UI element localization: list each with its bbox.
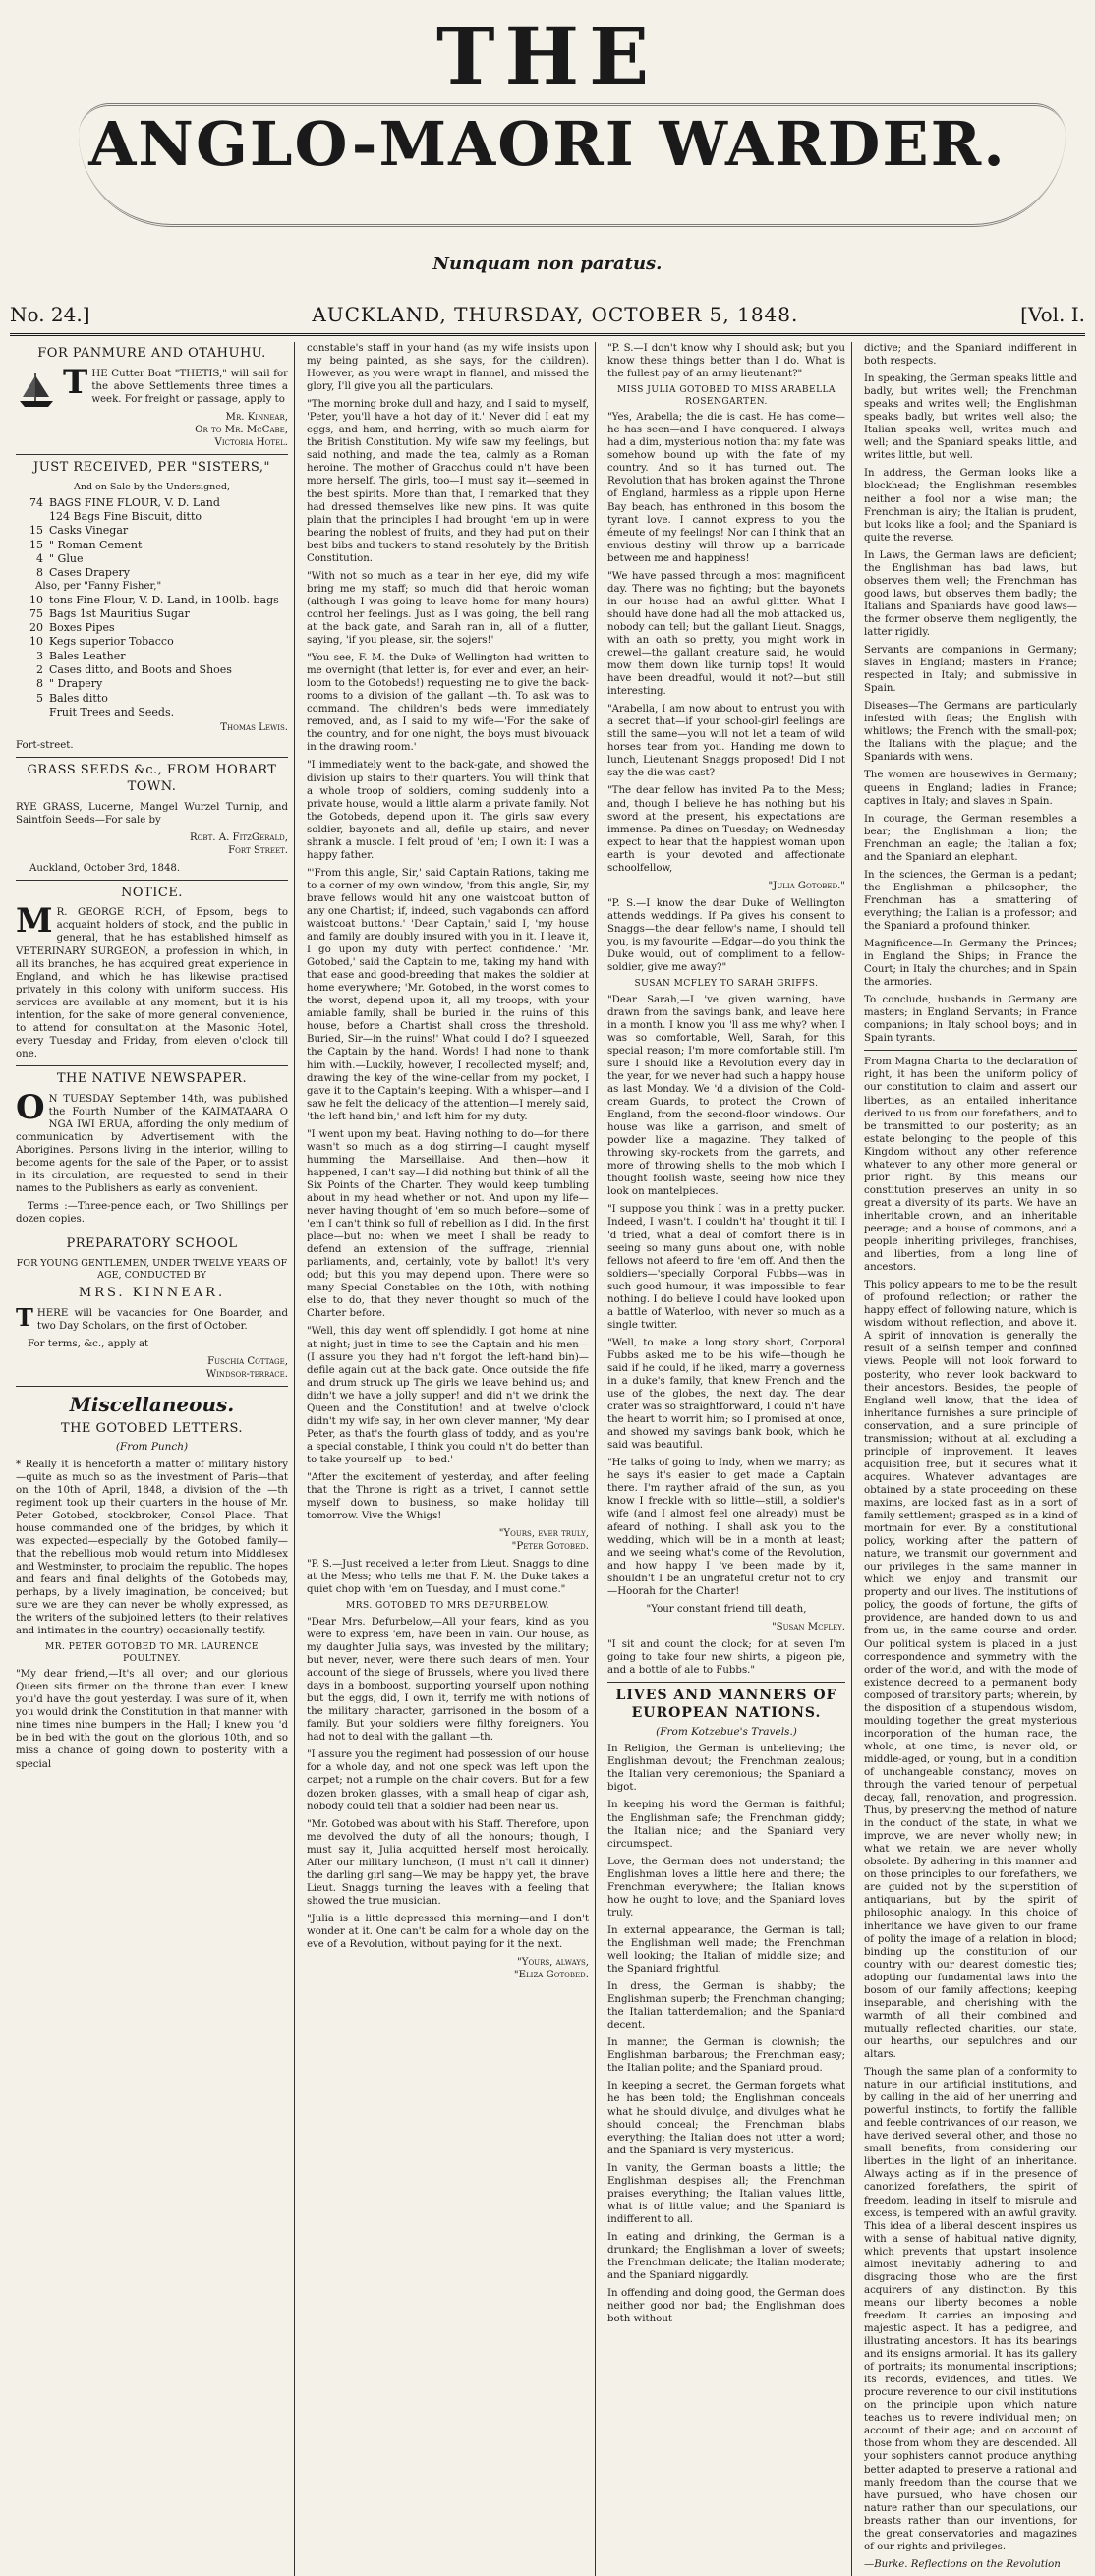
notice-body: M R. GEORGE RICH, of Epsom, begs to acquaint holders of stock, and the public in general, that he has established himself as VETERINARY SURGEON, a profession in which, in all its branches, he has acquired great experience in England, and which he has likewise practised privately in this colony with uniform success. His services are available at any moment; but it is his intention, for the sake of more general convenience, to attend for consultation at the Masonic Hotel, every Tuesday and Friday, from eleven o'clock till one.: [16, 901, 288, 1059]
letter-signoff: "Yours, always, "Eliza Gotobed.: [513, 1957, 589, 1981]
native-dropcap: O: [16, 1087, 45, 1127]
item-text: Bags 1st Mauritius Sugar: [49, 606, 190, 620]
item-quantity: 15: [29, 538, 43, 551]
list-item: [16, 552, 288, 566]
native-terms: Terms :—Three-pence each, or Two Shillings per dozen copies.: [16, 1200, 288, 1225]
paragraph: Though the same plan of a conformity to nature in our artificial institutions, and by calling in the aid of her unerring and powerful instincts, to fortify the fallible and feeble contrivances of our reason, we have derived several other, and those no small benefits, from considering our liberties in the light of an inheritance. Always acting as if in the presence of canonized forefathers, the spirit of freedom, leading in itself to misrule and excess, is tempered with an awful gravity. This idea of a liberal descent inspires us with a sense of habitual native dignity, which prevents that upstart insolence almost inevitably adhering to and disgracing those who are the first acquirers of any distinction. By this means our liberty becomes a noble freedom. It carries an imposing and majestic aspect. It has a pedigree, and illustrating ancestors. It has its bearings and its ensigns armorial. It has its gallery of portraits; its monumental inscriptions; its records, evidences, and titles. We procure reverence to our civil institutions on the principle upon which nature teaches us to revere individual men; on account of their age; and on account of those from whom they are descended. All your sophisters cannot produce anything better adapted to preserve a rational and manly freedom than the course that we have pursued, who have chosen our nature rather than our speculations, our breasts rather than our inventions, for the great conservatories and magazines of our rights and privileges.: [864, 2067, 1077, 2552]
paragraph: Diseases—The Germans are particularly infested with fleas; the English with whitlows; the French with the small-pox; the Italians with the plague; and the Spaniards with wens.: [864, 701, 1077, 764]
school-sub: FOR YOUNG GENTLEMEN, UNDER TWELVE YEARS OF AGE, CONDUCTED BY: [16, 1257, 288, 1281]
item-quantity: 2: [36, 663, 43, 676]
paragraph: "The dear fellow has invited Pa to the Mess; and, though I believe he has nothing but his sword at the present, his expectations are immense. Pa dines on Tuesday; on Wednesday expect to hear that the happiest woman upon earth is your devoted and affectionate schoolfellow,: [607, 785, 845, 874]
list-item: [16, 607, 288, 621]
gotobed-intro: * Really it is henceforth a matter of military history —quite as much so as the investment of Paris—that on the 10th of April, 1848, a division of the —th regiment took up their quarters in the house of Mr. Peter Gotobed, stockbroker, Consol Place. That house commanded one of the bridges, by which it was expected—especially by the Gotobed family—that the rebellious mob would return into Middlesex and Westminster, to proclaim the republic. The hopes and fears and final delights of the Gotobeds may, perhaps, by a lively imagination, be conceived; but sure we are they can never be wholly expressed, as the writers of the subjoined letters (to their relatives and intimates in the country) occasionally testify.: [16, 1459, 288, 1637]
letter-heading: MRS. GOTOBED TO MRS DEFURBELOW.: [346, 1601, 549, 1612]
letter-heading: MISS JULIA GOTOBED TO MISS ARABELLA ROSENGARTEN.: [616, 385, 836, 407]
panmure-dropcap: T: [63, 362, 88, 402]
paragraph: In the sciences, the German is a pedant; the Englishman a philosopher; the Frenchman has a smattering of everything; the Italian is a professor; and the Spaniard a profound thinker.: [864, 869, 1077, 932]
paragraph: In keeping his word the German is faithful; the Englishman safe; the Frenchman giddy; the Italian nice; and the Spaniard very circumspect.: [607, 1800, 845, 1850]
sisters-place: Fort-street.: [16, 740, 74, 752]
column-2: [301, 342, 596, 2576]
gotobed-source: (From Punch): [115, 1441, 189, 1454]
list-item: [16, 663, 288, 677]
school-name: MRS. KINNEAR.: [78, 1285, 226, 1300]
list-item: [16, 706, 288, 719]
notice-dropcap: M: [16, 901, 53, 942]
list-item: [16, 594, 288, 607]
divider: [16, 1065, 288, 1066]
item-quantity: 15: [29, 524, 43, 538]
paragraph: "'From this angle, Sir,' said Captain Rations, taking me to a corner of my own window, 'from this angle, Sir, my brave fellows would hit any one waistcoat button of any one Chartist; if, indeed, such vagabonds can afford waistcoat buttons.' 'Dear Captain,' said I, 'my house and family are doubly insured with you in it. I leave it, I go upon my duty with perfect confidence.' 'Mr. Gotobed,' said the Captain to me, taking my hand with that ease and good-breeding that makes the soldier at home everywhere; 'Mr. Gotobed, in the worst comes to the worst, depend upon it, all my troops, with your amiable family, shall be buried in the ruins of this house, before a Chartist shall cross the threshold. Buried, Sir—in the ruins!' What could I do? I squeezed the Captain by the hand. Words! I had none to thank him with.—Luckily, however, I recollected myself; and, drawing the key of the wine-cellar from my pocket, I gave it to the Captain's keeping. With a whisper—and I saw he felt the delicacy of the attention—I merely said, 'the left hand bin,' and left him for my duty.: [307, 867, 589, 1122]
item-text: " Drapery: [49, 677, 103, 691]
paragraph: In courage, the German resembles a bear; the Englishman a lion; the Frenchman an eagle; the Italian a fox; and the Spaniard an elephant.: [864, 813, 1077, 863]
column-4: [858, 342, 1083, 2576]
item-quantity: 8: [36, 677, 43, 691]
postscript: "P. S.—I don't know why I should ask; but you know these things better than I do. What is the fullest pay of an army lieutenant?": [607, 343, 845, 380]
item-text: 124 Bags Fine Biscuit, ditto: [49, 509, 202, 523]
school-dropcap: T: [16, 1302, 33, 1332]
paragraph: "I went upon my beat. Having nothing to do—for there wasn't so much as a dog stirring—I caught myself humming the Marseillaise. And then—how it happened, I can't say—I did nothing but think of all the Six Points of the Charter. They would keep tumbling about in my head whether or not. And upon my life—never having thought of 'em so much before—some of 'em I can't think so full of rebellion as I did. In the first place—but no: when we meet I shall be ready to defend an extension of the suffrage, triennial parliaments, and, certainly, vote by ballot! It's very odd; but this you may depend upon. There were so many Special Constables on the 10th, with nothing else to do, that they never thought so much of the Charter before.: [307, 1128, 589, 1320]
paragraph: In speaking, the German speaks little and badly, but writes well; the Frenchman speaks and writes well; the Englishman speaks badly, but writes well also; the Italian speaks well, writes much and well; and the Spaniard speaks little, and writes little, but well.: [864, 373, 1077, 462]
letter-body: "My dear friend,—It's all over; and our glorious Queen sits firmer on the throne than ever. I knew you'd have the gout yesterday. I was sure of it, when you would drink the Constitution in that manner with nine times nine bumpers in the Hall; I knew you 'd be in bed with the gout on the glorious 10th, and so miss a chance of going down to posterity with a special: [16, 1669, 288, 1770]
item-quantity: 74: [29, 495, 43, 509]
paragraph: In vanity, the German boasts a little; the Englishman despises all; the Frenchman praises everything; the Italian values little, what is of little value; and the Spaniard is indifferent to all.: [607, 2162, 845, 2225]
newspaper-page: [10, 10, 1085, 2570]
paragraph: "I immediately went to the back-gate, and showed the division up stairs to their quarters. You will think that a whole troop of soldiers, coming suddenly into a private house, would a little alarm a private family. Not the Gotobeds, depend upon it. The girls saw every soldier, bayonets and all, defile up stairs, and never shrank a muscle. I felt proud of 'em; I own it: I was a happy father.: [307, 760, 589, 861]
divider: [864, 1050, 1077, 1051]
volume-number: [Vol. I.: [1020, 303, 1085, 326]
issue-number: No. 24.]: [10, 303, 90, 326]
native-body: O N TUESDAY September 14th, was published the Fourth Number of the KAIMATAARA O NGA IWI ERUA, affording the only medium of communication by Advertisement with the Aborigines. Persons living in the interior, willing to become agents for the sale of the Paper, or to assist in its circulation, are requested to send in their names to the Publishers as early as convenient.: [16, 1087, 288, 1194]
ship-icon: [16, 368, 57, 411]
paragraph: "We have passed through a most magnificent day. There was no fighting; but the bayonets in our house had an awful glitter. What I should have done had all the mob attacked us, nobody can tell; but the gallant Lieut. Snaggs, with an oath so pretty, you might work in crewel—the gallant creature said, he would mow them down like turnip tops! It would have been dreadful, would it not?—but still interesting.: [607, 570, 845, 698]
paragraph: In dress, the German is shabby; the Englishman superb; the Frenchman changing; the Italian tatterdemalion; and the Spaniard decent.: [607, 1981, 845, 2032]
column-3: [602, 342, 852, 2576]
paragraph: In eating and drinking, the German is a drunkard; the Englishman a lover of sweets; the Frenchman delicate; the Italian moderate; and the Spaniard niggardly.: [607, 2231, 845, 2282]
item-quantity: 75: [29, 606, 43, 620]
panmure-heading: FOR PANMURE AND OTAHUHU.: [37, 346, 266, 361]
paragraph: constable's staff in your hand (as my wife insists upon my being painted, as she says, for the children). However, as you were wrapt in flannel, and missed the glory, I'll give you all the particulars.: [307, 343, 589, 393]
paragraph: In external appearance, the German is tall; the Englishman well made; the Frenchman well looking; the Italian of middle size; and the Spaniard frightful.: [607, 1924, 845, 1975]
list-item: [16, 524, 288, 538]
grass-body: RYE GRASS, Lucerne, Mangel Wurzel Turnip, and Saintfoin Seeds—For sale by: [16, 801, 288, 826]
sisters-also: Also, per "Fanny Fisher,": [35, 581, 162, 593]
list-item: [16, 635, 288, 649]
masthead-title: ANGLO-MAORI WARDER.: [88, 108, 1007, 180]
paragraph: "The morning broke dull and hazy, and I said to myself, 'Peter, you'll have a hot day of it.' Never did I eat my eggs, and ham, and herring, with so much alarm for the British Constitution. My wife saw my feelings, but said nothing, and made the tea, calmly as a Roman heroine. The mother of Gracchus could n't have been more herself. The girls, too—I must say it—seemed in the best spirits. More than that, I remarked that they had dressed themselves like new pins. It was quite plain that the principles I had brought 'em up in were bearing the noblest of fruits, and they had put on their best bibs and tuckers to stand resolutely by the British Constitution.: [307, 399, 589, 564]
issue-date: AUCKLAND, THURSDAY, OCTOBER 5, 1848.: [312, 303, 799, 326]
item-quantity: 20: [29, 621, 43, 635]
dateline: [10, 300, 1085, 336]
item-quantity: 4: [36, 551, 43, 565]
item-quantity: 10: [29, 635, 43, 649]
paragraph: "You see, F. M. the Duke of Wellington had written to me overnight (that letter is, for ever and ever, an heir-loom to the Gotobeds!) requesting me to give the back-rooms to a division of the gallant —th. To ask was to command. The children's beds were immediately removed, and, as I said to my wife—'For the sake of the country, and for one night, the boys must bivouack in the drawing room.': [307, 653, 589, 754]
paragraph: "Mr. Gotobed was about with his Staff. Therefore, upon me devolved the duty of all the honours; though, I must say it, Julia acquitted herself most heroically. After our military luncheon, (I must n't call it dinner) the darling girl sang—We may be happy yet, the brave Lieut. Snaggs turning the leaves with a feeling that showed the true musician.: [307, 1818, 589, 1907]
paragraph: "With not so much as a tear in her eye, did my wife bring me my staff; so much did that heroic woman (although I was going to leave home for many hours) control her feelings. Just as I was going, the bell rang at the back gate, and Sarah ran in, all of a flutter, saying, 'if you please, sir, the sojers!': [307, 570, 589, 647]
miscellaneous-title: Miscellaneous.: [69, 1392, 235, 1416]
paragraph: "I assure you the regiment had possession of our house for a whole day, and not one speck was left upon the carpet; not a rumple on the chair covers. But for a few dozen broken glasses, with a small heap of cigar ash, nobody could tell that a soldier had been near us.: [307, 1749, 589, 1812]
paragraph: "I suppose you think I was in a pretty pucker. Indeed, I wasn't. I couldn't ha' thought it till I 'd tried, what a deal of comfort there is in seeing so many guns about one, with noble fellows not afeerd to fire 'em off. And then the soldiers—'specially Corporal Fubbs—was in such good humour, it was impossible to fear nothing. I do believe I could have looked upon a battle of Waterloo, with never so much as a single twitter.: [607, 1204, 845, 1331]
native-heading: THE NATIVE NEWSPAPER.: [56, 1070, 248, 1086]
letter-signoff: "Julia Gotobed.": [768, 880, 845, 891]
postscript: "P. S.—Just received a letter from Lieut. Snaggs to dine at the Mess; who tells me that F. M. the Duke takes a quiet chop with 'em on Tuesday, and I must come.": [307, 1559, 589, 1596]
item-text: Kegs superior Tobacco: [49, 635, 174, 649]
divider: [16, 757, 288, 758]
paragraph: In offending and doing good, the German does neither good nor bad; the Englishman does both without: [607, 2288, 845, 2325]
paragraph: "Dear Mrs. Defurbelow,—All your fears, kind as you were to express 'em, have been in vain. Our house, as my daughter Julia says, was invested by the military; but never, never, were there such dears of men. Your account of the siege of Brussels, where you lived there days in a bomboost, supporting yourself upon nothing but the eggs, did, I own it, terrify me with notions of the military character, garrisoned in the bosom of a family. But your soldiers were filthy foreigners. You had not to deal with the gallant —th.: [307, 1616, 589, 1744]
lives-source: (From Kotzebue's Travels.): [656, 1725, 797, 1738]
panmure-signoff: Mr. Kinnear, Or to Mr. McCabe, Victoria Hotel.: [195, 411, 288, 448]
gotobed-heading: THE GOTOBED LETTERS.: [60, 1421, 244, 1437]
grass-signoff: Robt. A. FitzGerald, Fort Street.: [190, 831, 288, 856]
item-quantity: 8: [36, 566, 43, 580]
grass-heading: GRASS SEEDS &c., FROM HOBART TOWN.: [27, 763, 277, 794]
paragraph: Magnificence—In Germany the Princes; in England the Ships; in France the Court; in Italy the churches; and in Spain the armories.: [864, 939, 1077, 989]
item-text: Boxes Pipes: [49, 621, 115, 635]
item-text: Bales ditto: [49, 691, 108, 705]
item-text: Bales Leather: [49, 649, 126, 662]
paragraph: "Your constant friend till death,: [646, 1603, 807, 1615]
paragraph: To conclude, husbands in Germany are masters; in England Servants; in France companions; in Italy school boys; and in Spain tyrants.: [864, 995, 1077, 1045]
lives-heading: LIVES AND MANNERS OF EUROPEAN NATIONS.: [615, 1688, 837, 1721]
paragraph: "After the excitement of yesterday, and after feeling that the Throne is right as a trivet, I cannot settle myself down to business, so make holiday till tomorrow. Vive the Whigs!: [307, 1471, 589, 1522]
paragraph: "Yes, Arabella; the die is cast. He has come—he has seen—and I have conquered. I always had a dim, mysterious notion that my fate was somehow bound up with the fate of my country. And so it has turned out. The Revolution that has broken against the Throne of England, harmless as a ripple upon Herne Bay beach, has enthroned in this bosom the tyrant love. I cannot express to you the émeute of my feelings! Nor can I think that an envious destiny will throw up a barricade between me and happiness!: [607, 412, 845, 564]
paragraph: dictive; and the Spaniard indifferent in both respects.: [864, 343, 1077, 368]
list-item: [16, 539, 288, 552]
item-text: " Glue: [49, 551, 84, 565]
masthead: [10, 10, 1085, 326]
sisters-list-2: [16, 594, 288, 720]
school-body: THERE will be vacancies for One Boarder, and two Day Scholars, on the first of October.: [16, 1302, 288, 1332]
list-item: [16, 677, 288, 691]
item-quantity: 10: [29, 593, 43, 606]
masthead-motto: Nunquam non paratus.: [432, 254, 663, 274]
letter-heading: SUSAN MCFLEY TO SARAH GRIFFS.: [634, 979, 819, 990]
paragraph: In address, the German looks like a blockhead; the Englishman resembles neither a fool nor a wise man; the Frenchman is airy; the Italian is prudent, but looks like a fool; and the Spaniard is quite the reverse.: [864, 468, 1077, 544]
list-item: [16, 510, 288, 524]
letter-heading: MR. PETER GOTOBED TO MR. LAURENCE POULTNEY.: [45, 1642, 259, 1664]
paragraph: "Well, to make a long story short, Corporal Fubbs asked me to be his wife—though he said if he could, if he liked, marry a governess in a duke's family, that knew French and the use of the globes, the next day. The dear crater was so straightforward, I could n't have the heart to worrit him; so I promised at once, and showed my savings bank book, which he said was beautiful.: [607, 1337, 845, 1452]
paragraph: From Magna Charta to the declaration of right, it has been the uniform policy of our constitution to claim and assert our liberties, as an entailed inheritance derived to us from our forefathers, and to be transmitted to our posterity; as an estate belonging to the people of this Kingdom without any other reference whatever to any other more general or prior right. By this means our constitution preserves an unity in so great a diversity of its parts. We have an inheritable crown, and an inheritable peerage; and a house of commons, and a people inheriting privileges, franchises, and liberties, from a long line of ancestors.: [864, 1057, 1077, 1274]
sisters-list: [16, 496, 288, 581]
item-text: BAGS FINE FLOUR, V. D. Land: [49, 495, 220, 509]
list-item: [16, 650, 288, 663]
paragraph: "I sit and count the clock; for at seven I'm going to take four new shirts, a pigeon pie, and a bottle of ale to Fubbs.": [607, 1638, 845, 1676]
item-text: Cases Drapery: [49, 566, 130, 580]
column-1: [10, 342, 295, 2576]
paragraph: "Well, this day went off splendidly. I got home at nine at night; just in time to see the Captain and his men—(I assure you they had n't forgot the left-hand bin)—defile again out at the back gate. Once outside the fife and drum struck up The girls we leave behind us; and didn't we have a jolly supper! and did n't we drink the Queen and the Constitution! and at twelve o'clock didn't my wife say, in her own clever manner, 'My dear Peter, as that's the fourth glass of toddy, and as you're a special constable, I think you could n't do better than to take yourself up —to bed.': [307, 1326, 589, 1465]
item-quantity: [16, 706, 43, 719]
school-heading: PREPARATORY SCHOOL: [66, 1236, 238, 1252]
divider: [16, 454, 288, 455]
sisters-intro: And on Sale by the Undersigned,: [73, 481, 231, 492]
item-text: tons Fine Flour, V. D. Land, in 100lb. bags: [49, 593, 279, 606]
paragraph: In Laws, the German laws are deficient; the Englishman has bad laws, but observes them well; the Frenchman has good laws, but observes them badly; the Italians and Spaniards have good laws—the former observe them negligently, the latter rigidly.: [864, 549, 1077, 638]
list-item: [16, 621, 288, 635]
item-quantity: 3: [36, 649, 43, 662]
sisters-signoff: Thomas Lewis.: [220, 722, 288, 734]
columns: [10, 342, 1085, 2570]
school-signoff: Fuschia Cottage, Windsor-terrace.: [205, 1355, 288, 1380]
paragraph: Servants are companions in Germany; slaves in England; masters in France; respected in Italy; and submissive in Spain.: [864, 645, 1077, 695]
item-quantity: [16, 510, 43, 524]
paragraph: In keeping a secret, the German forgets what he has been told; the Englishman conceals what he should divulge, and divulges what he should conceal; the Frenchman blabs everything; the Italian does not utter a word; and the Spaniard is very mysterious.: [607, 2081, 845, 2156]
letter-signoff: "Susan Mcfley.: [771, 1621, 845, 1632]
paragraph: Love, the German does not understand; the Englishman loves a little here and there; the Frenchman everywhere; the Italian knows how he ought to love; and the Spaniard loves truly.: [607, 1856, 845, 1918]
paragraph: The women are housewives in Germany; queens in England; ladies in France; captives in Italy; and slaves in Spain.: [864, 770, 1077, 807]
divider: [16, 880, 288, 881]
item-text: Cases ditto, and Boots and Shoes: [49, 663, 232, 676]
paragraph: In manner, the German is clownish; the Englishman barbarous; the Frenchman easy; the Italian polite; and the Spaniard proud.: [607, 2037, 845, 2075]
paragraph: This policy appears to me to be the result of profound reflection; or rather the happy effect of following nature, which is wisdom without reflection, and above it. A spirit of innovation is generally the result of a selfish temper and confined views. People will not look forward to posterity, who never look backward to their ancestors. Besides, the people of England well know, that the idea of inheritance furnishes a sure principle of conservation, and a sure principle of transmission; without at all excluding a principle of improvement. It leaves acquisition free, but it secures what it acquires. Whatever advantages are obtained by a state proceeding on these maxims, are locked fast as in a sort of family settlement; grasped as in a kind of mortmain for ever. By a constitutional policy, working after the pattern of nature, we transmit our government and our privileges in the same manner in which we enjoy and transmit our property and our lives. The institutions of policy, the goods of fortune, the gifts of providence, are handed down to us and from us, in the same course and order. Our political system is placed in a just correspondence and symmetry with the order of the world, and with the mode of existence decreed to a permanent body composed of transitory parts; wherein, by the disposition of a stupendous wisdom, moulding together the great mysterious incorporation of the human race, the whole, at one time, is never old, or middle-aged, or young, but in a condition of unchangeable constancy, moves on through the varied tenour of perpetual decay, fall, renovation, and progression. Thus, by preserving the method of nature in the conduct of the state, in what we improve, we are never wholly new; in what we retain, we are never wholly obsolete. By adhering in this manner and on those principles to our forefathers, we are guided not by the superstition of antiquarians, but by the spirit of philosophic analogy. In this choice of inheritance we have given to our frame of polity the image of a relation in blood; binding up the constitution of our country with our dearest domestic ties; adopting our fundamental laws into the bosom of our family affections; keeping inseparable, and cherishing with the warmth of all their combined and mutually reflected charities, our state, our hearths, our sepulchres and our altars.: [864, 1280, 1077, 2060]
item-quantity: 5: [36, 691, 43, 705]
grass-date: Auckland, October 3rd, 1848.: [29, 862, 181, 874]
paragraph: "Dear Sarah,—I 've given warning, have drawn from the savings bank, and leave here in a month. I know you 'll ass me why? when I was so comfortable, Well, Sarah, for this special reason; I'm more comfortable still. I'm sure I should like a Revolution every day in the year, for we never had such a happy house as last Monday. We 'd a division of the Cold-cream Guards, to protect the Crown of England, from the second-floor windows. Our house was like a garrison, and smelt of powder like a magazine. They talked of throwing sky-rockets from the garrets, and more of throwing shells to the mob which I thought foolish waste, seeing how nice they look on mantelpieces.: [607, 994, 845, 1198]
postscript: "P. S.—I know the dear Duke of Wellington attends weddings. If Pa gives his consent to Snaggs—the dear fellow's name, I should tell you, is my favourite —Edgar—do you think the Duke would, out of compliment to a fellow-soldier, give me away?": [607, 897, 845, 974]
paragraph: "Julia is a little depressed this morning—and I don't wonder at it. One can't be calm for a whole day on the eve of a Revolution, without paying for it the next.: [307, 1913, 589, 1951]
notice-heading: NOTICE.: [121, 885, 183, 900]
sisters-heading: JUST RECEIVED, PER "SISTERS,": [33, 459, 270, 475]
paragraph: "Arabella, I am now about to entrust you with a secret that—if your school-girl feelings are still the same—you will not let a team of wild horses tear from you. Handing me down to lunch, Lieutenant Snaggs proposed! Did I not say the die was cast?: [607, 704, 845, 779]
paragraph: In Religion, the German is unbelieving; the Englishman devout; the Frenchman zealous; the Italian very ceremonious; the Spaniard a bigot.: [607, 1744, 845, 1794]
item-text: Fruit Trees and Seeds.: [49, 705, 175, 718]
divider: [16, 1386, 288, 1387]
school-apply: For terms, &c., apply at: [28, 1338, 149, 1349]
panmure-body: THE Cutter Boat "THETIS," will sail for the above Settlements three times a week. For freight or passage, apply to: [63, 362, 288, 405]
list-item: [16, 692, 288, 706]
divider: [607, 1682, 845, 1683]
item-text: " Roman Cement: [49, 538, 143, 551]
burke-credit: —Burke. Reflections on the Revolution: [864, 2558, 1061, 2570]
list-item: [16, 496, 288, 510]
masthead-the: THE: [435, 10, 660, 102]
list-item: [16, 566, 288, 580]
letter-signoff: "Yours, ever truly, "Peter Gotobed.: [498, 1528, 589, 1553]
item-text: Casks Vinegar: [49, 524, 129, 538]
paragraph: "He talks of going to Indy, when we marry; as he says it's easier to get made a Captain there. I'm rayther afraid of the sun, as you know I freckle with so little—still, a soldier's wife (and I almost feel one already) must be afeard of nothing. I shall ask you to the wedding, which will be in a month at least; and we seeing what's come of the Revolution, and how happy I 've been made by it, shouldn't I be an ungrateful cretur not to cry—Hoorah for the Charter!: [607, 1458, 845, 1597]
